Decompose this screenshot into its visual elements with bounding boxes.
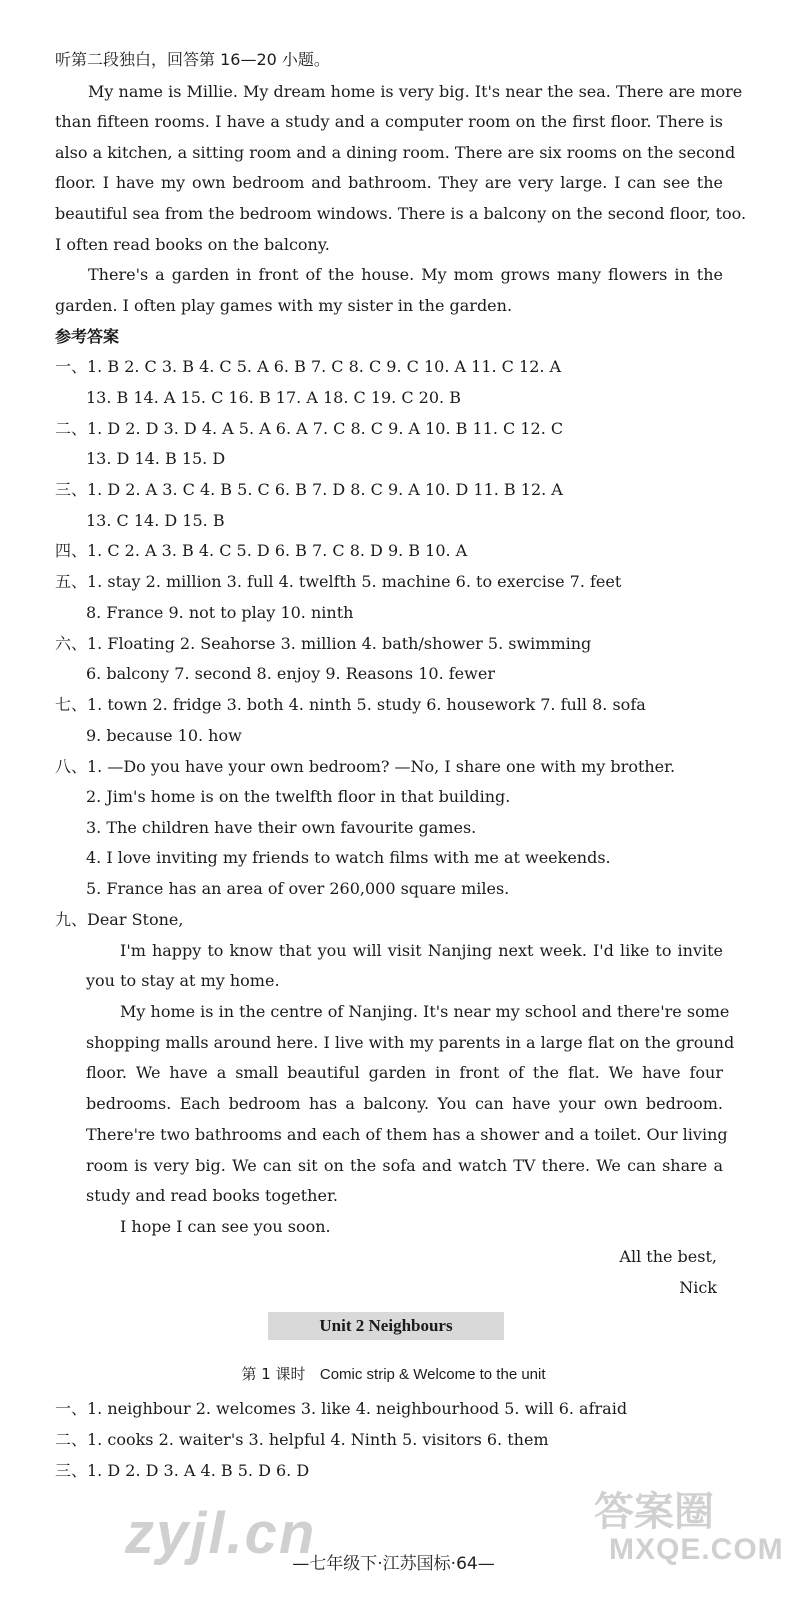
passage-line: beautiful sea from the bedroom windows. There is a balcony on the second floor, too. bbox=[55, 204, 747, 223]
letter-line: room is very big. We can sit on the sofa and watch TV there. We can share a bbox=[86, 1156, 723, 1175]
answer-line: 八、1. —Do you have your own bedroom? —No, I share one with my brother. bbox=[55, 757, 676, 776]
letter-line: I'm happy to know that you will visit Nanjing next week. I'd like to invite bbox=[120, 941, 723, 960]
passage-line: My name is Millie. My dream home is very big. It's near the sea. There are more bbox=[88, 82, 743, 101]
passage-line: There's a garden in front of the house. My mom grows many flowers in the bbox=[88, 265, 723, 284]
unit-title: Unit 2 Neighbours bbox=[268, 1312, 504, 1340]
answer-line: 9. because 10. how bbox=[86, 726, 242, 745]
answer-line: 13. D 14. B 15. D bbox=[86, 449, 226, 468]
watermark-mxqe: MXQE.COM bbox=[609, 1533, 784, 1566]
letter-line: study and read books together. bbox=[86, 1186, 338, 1205]
answer-line: 三、1. D 2. A 3. C 4. B 5. C 6. B 7. D 8. C 9. A 10. D 11. B 12. A bbox=[55, 480, 563, 499]
letter-line: My home is in the centre of Nanjing. It's near my school and there're some bbox=[120, 1002, 730, 1021]
answer-line: 四、1. C 2. A 3. B 4. C 5. D 6. B 7. C 8. D 9. B 10. A bbox=[55, 541, 468, 560]
watermark-zyjl: zyjl.cn bbox=[125, 1501, 317, 1566]
answer-line: 5. France has an area of over 260,000 square miles. bbox=[86, 879, 510, 898]
listening-intro: 听第二段独白，回答第 16—20 小题。 bbox=[55, 50, 330, 69]
letter-line: There're two bathrooms and each of them has a shower and a toilet. Our living bbox=[86, 1125, 728, 1144]
lesson-title bbox=[0, 1363, 787, 1384]
letter-line: floor. We have a small beautiful garden in front of the flat. We have four bbox=[86, 1063, 723, 1082]
answer-line: 一、1. B 2. C 3. B 4. C 5. A 6. B 7. C 8. C 9. C 10. A 11. C 12. A bbox=[55, 357, 562, 376]
letter-line: bedrooms. Each bedroom has a balcony. You can have your own bedroom. bbox=[86, 1094, 723, 1113]
answer-line: 13. C 14. D 15. B bbox=[86, 511, 225, 530]
answer-line: 六、1. Floating 2. Seahorse 3. million 4. bath/shower 5. swimming bbox=[55, 634, 592, 653]
answer-line: 8. France 9. not to play 10. ninth bbox=[86, 603, 354, 622]
letter-closing: All the best, bbox=[619, 1247, 717, 1266]
unit2-answer-line: 二、1. cooks 2. waiter's 3. helpful 4. Ninth 5. visitors 6. them bbox=[55, 1430, 549, 1449]
passage-line: I often read books on the balcony. bbox=[55, 235, 330, 254]
answer-line: 4. I love inviting my friends to watch films with me at weekends. bbox=[86, 848, 611, 867]
answer-line: 七、1. town 2. fridge 3. both 4. ninth 5. study 6. housework 7. full 8. sofa bbox=[55, 695, 646, 714]
letter-line: I hope I can see you soon. bbox=[120, 1217, 331, 1236]
answer-line: 九、Dear Stone, bbox=[55, 910, 184, 929]
letter-line: shopping malls around here. I live with my parents in a large flat on the ground bbox=[86, 1033, 735, 1052]
answer-line: 3. The children have their own favourite games. bbox=[86, 818, 477, 837]
answer-line: 二、1. D 2. D 3. D 4. A 5. A 6. A 7. C 8. C 9. A 10. B 11. C 12. C bbox=[55, 419, 564, 438]
unit2-answer-line: 一、1. neighbour 2. welcomes 3. like 4. neighbourhood 5. will 6. afraid bbox=[55, 1399, 628, 1418]
answer-line: 6. balcony 7. second 8. enjoy 9. Reasons 10. fewer bbox=[86, 664, 495, 683]
unit2-answer-line: 三、1. D 2. D 3. A 4. B 5. D 6. D bbox=[55, 1461, 310, 1480]
passage-line: than fifteen rooms. I have a study and a computer room on the first floor. There is bbox=[55, 112, 723, 131]
lesson-title-cn: 第 1 课时 bbox=[241, 1365, 306, 1383]
watermark-daanquan: 答案圈 bbox=[594, 1489, 714, 1535]
letter-line: you to stay at my home. bbox=[86, 971, 280, 990]
answer-line: 2. Jim's home is on the twelfth floor in that building. bbox=[86, 787, 511, 806]
answer-line: 13. B 14. A 15. C 16. B 17. A 18. C 19. C 20. B bbox=[86, 388, 461, 407]
passage-line: garden. I often play games with my sister in the garden. bbox=[55, 296, 513, 315]
lesson-title-en: Comic strip & Welcome to the unit bbox=[319, 1366, 546, 1383]
passage-line: also a kitchen, a sitting room and a dining room. There are six rooms on the second bbox=[55, 143, 736, 162]
letter-signature: Nick bbox=[679, 1278, 717, 1297]
passage-line: floor. I have my own bedroom and bathroom. They are very large. I can see the bbox=[55, 173, 723, 192]
answer-line: 五、1. stay 2. million 3. full 4. twelfth 5. machine 6. to exercise 7. feet bbox=[55, 572, 622, 591]
page-footer: —七年级下·江苏国标·64— bbox=[292, 1554, 495, 1574]
answers-heading: 参考答案 bbox=[55, 327, 120, 346]
